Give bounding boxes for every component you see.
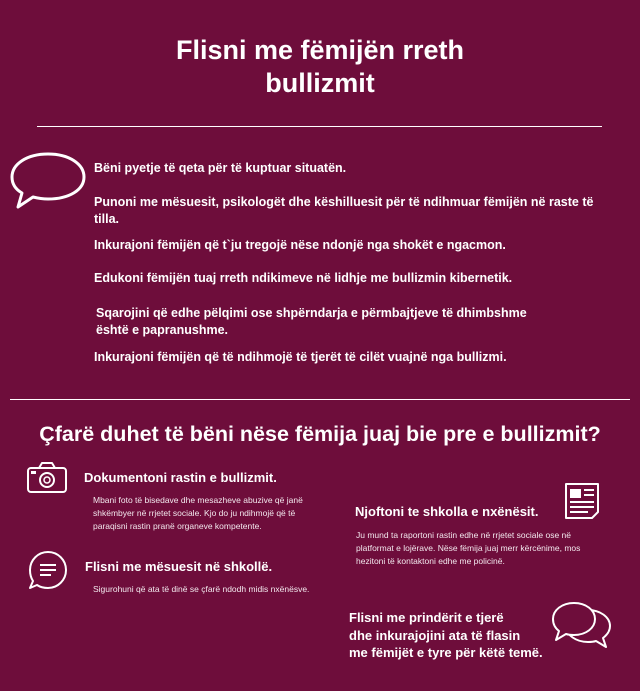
notify-text: Ju mund ta raportoni rastin edhe në rrjetet sociale ose në platformat e lojërave. Nëse fëmija juaj merr kërcënime, mos hezitoni të kontaktoni edhe me policinë. xyxy=(356,530,581,566)
document-text: Mbani foto të bisedave dhe mesazheve abuzive që janë shkëmbyer në rrjetet sociale. Kjo do ju ndihmojë që të paraqisni rastin pranë organeve kompetente. xyxy=(93,495,303,531)
notify-title: Njoftoni te shkolla e nxënësit. xyxy=(355,504,539,519)
title-line-1: Flisni me fëmijën rreth xyxy=(175,35,465,65)
parents-text: Flisni me prindërit e tjerë dhe inkurajojini ata të flasin me fëmijët e tyre për këtë temë. xyxy=(349,610,543,660)
note-icon xyxy=(28,550,68,590)
page-title xyxy=(0,34,640,100)
speech-bubble-icon xyxy=(8,150,88,212)
chat-bubbles-icon xyxy=(550,600,614,652)
tip-item: Bëni pyetje të qeta për të kuptuar situatën. xyxy=(94,161,347,175)
section-title: Çfarë duhet të bëni nëse fëmija juaj bie pre e bullizmit? xyxy=(39,422,601,446)
teachers-text: Sigurohuni që ata të dinë se çfarë ndodh midis nxënësve. xyxy=(93,584,310,594)
tip-item: Sqarojini që edhe pëlqimi ose shpërndarja e përmbajtjeve të dhimbshme është e papranushme. xyxy=(96,306,527,337)
tip-item: Inkurajoni fëmijën që të ndihmojë të tjerët të cilët vuajnë nga bullizmi. xyxy=(94,350,507,364)
title-line-2: bullizmit xyxy=(265,68,375,98)
camera-icon xyxy=(26,460,68,494)
top-divider xyxy=(37,126,602,127)
tip-item: Edukoni fëmijën tuaj rreth ndikimeve në lidhje me bullizmin kibernetik. xyxy=(94,271,513,285)
tip-item: Inkurajoni fëmijën që t`ju tregojë nëse ndonjë nga shokët e ngacmon. xyxy=(94,238,506,252)
tip-item: Punoni me mësuesit, psikologët dhe këshilluesit për të ndihmuar fëmijën në raste të tilla. xyxy=(94,195,594,226)
teachers-title: Flisni me mësuesit në shkollë. xyxy=(85,559,273,574)
middle-divider xyxy=(10,399,630,400)
document-icon xyxy=(560,480,604,522)
document-title: Dokumentoni rastin e bullizmit. xyxy=(84,470,277,485)
